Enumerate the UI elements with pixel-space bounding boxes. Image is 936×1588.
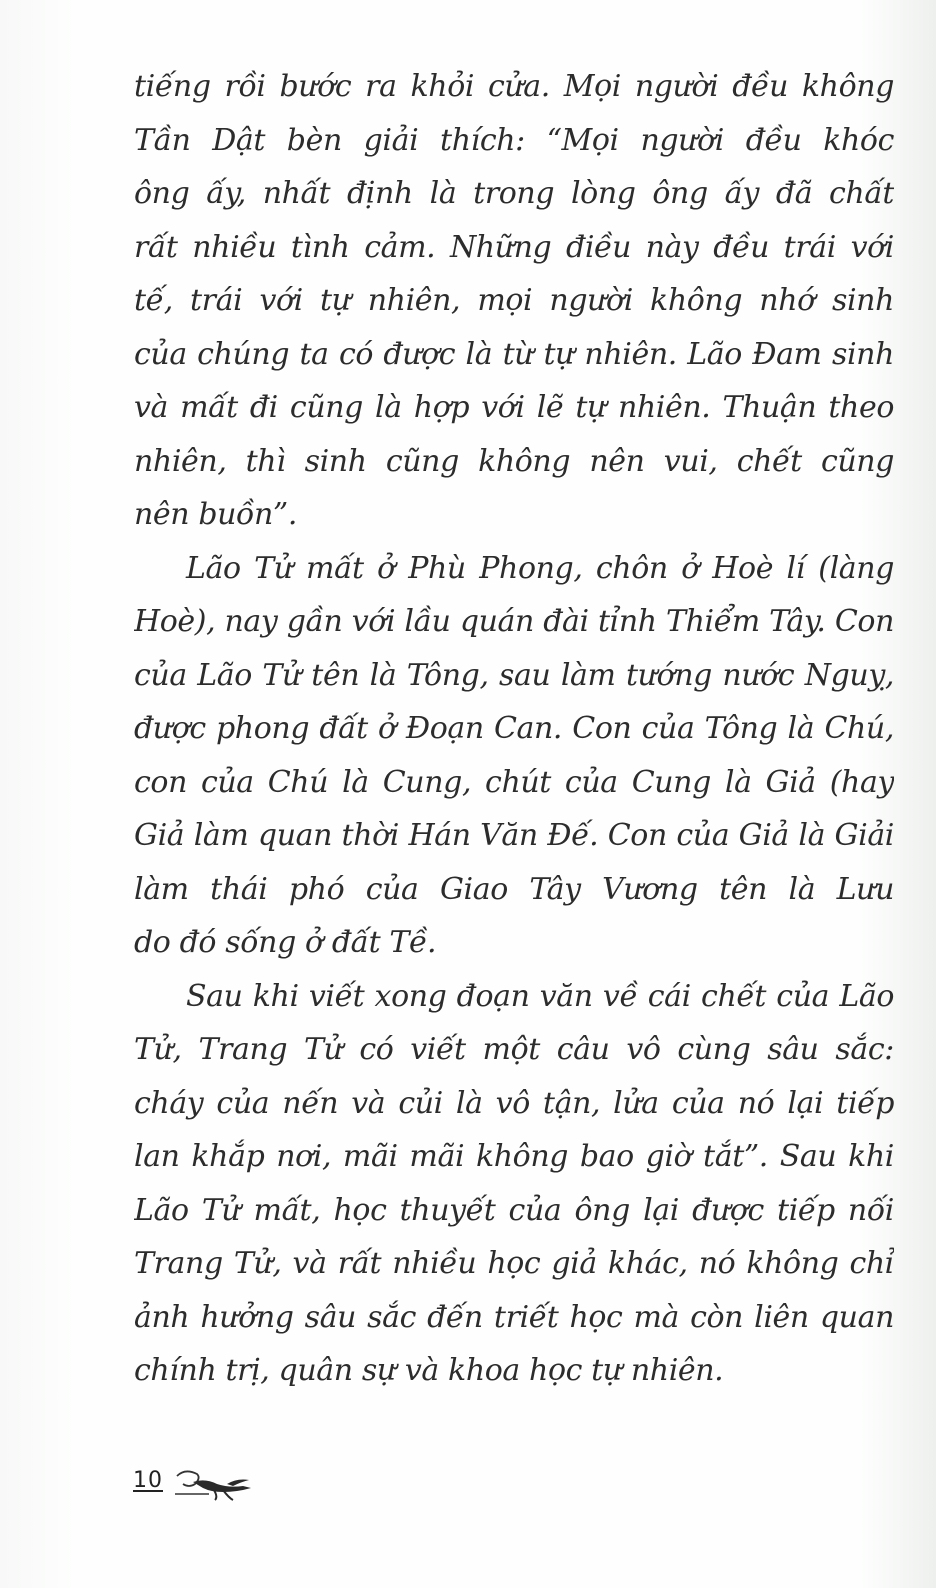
text-line: tế, trái với tự nhiên, mọi người không nhớ sinh (134, 283, 894, 318)
body-text (134, 60, 894, 1398)
text-line: nhiên, thì sinh cũng không nên vui, chết cũng (134, 443, 894, 479)
text-line: cháy của nến và củi là vô tận, lửa của nó lại tiếp (134, 1085, 894, 1121)
text-line: chính trị, quân sự và khoa học tự nhiên. (134, 1353, 724, 1388)
text-line: Lão Tử mất, học thuyết của ông lại được tiếp nối (134, 1192, 894, 1228)
text-line: con của Chú là Cung, chút của Cung là Giả (hay (134, 764, 894, 800)
text-line: Tần Dật bèn giải thích: “Mọi người đều khóc (134, 122, 894, 158)
text-line: ông ấy, nhất định là trong lòng ông ấy đã chất (134, 176, 894, 211)
text-line: tiếng rồi bước ra khỏi cửa. Mọi người đều không (134, 69, 894, 104)
text-line: của chúng ta có được là từ tự nhiên. Lão Đam sinh (134, 336, 894, 372)
text-line: của Lão Tử tên là Tông, sau làm tướng nước Nguỵ, (134, 657, 894, 693)
page-number: 10 (133, 1468, 163, 1493)
text-line: Lão Tử mất ở Phù Phong, chôn ở Hoè lí (làng (186, 550, 894, 586)
text-line: Tử, Trang Tử có viết một câu vô cùng sâu sắc: (134, 1032, 894, 1067)
text-line: ảnh hưởng sâu sắc đến triết học mà còn liên quan (134, 1299, 894, 1335)
text-line: lan khắp nơi, mãi mãi không bao giờ tắt”. Sau khi (134, 1139, 894, 1174)
text-line: được phong đất ở Đoạn Can. Con của Tông là Chú, (134, 711, 894, 746)
text-line: làm thái phó của Giao Tây Vương tên là Lưu (134, 871, 894, 907)
crane-ornament-icon (171, 1464, 261, 1504)
text-line: Sau khi viết xong đoạn văn về cái chết của Lão (186, 978, 894, 1014)
text-line: do đó sống ở đất Tề. (134, 925, 437, 960)
text-line: Trang Tử, và rất nhiều học giả khác, nó không chỉ (134, 1246, 894, 1281)
text-line: rất nhiều tình cảm. Những điều này đều trái với (134, 229, 894, 265)
text-line: Giả làm quan thời Hán Văn Đế. Con của Giả là Giải (134, 818, 894, 853)
page-footer (133, 1464, 293, 1504)
text-line: và mất đi cũng là hợp với lẽ tự nhiên. Thuận theo (134, 390, 894, 425)
text-line: Hoè), nay gần với lầu quán đài tỉnh Thiểm Tây. Con (134, 604, 894, 639)
text-line: nên buồn”. (134, 497, 298, 532)
